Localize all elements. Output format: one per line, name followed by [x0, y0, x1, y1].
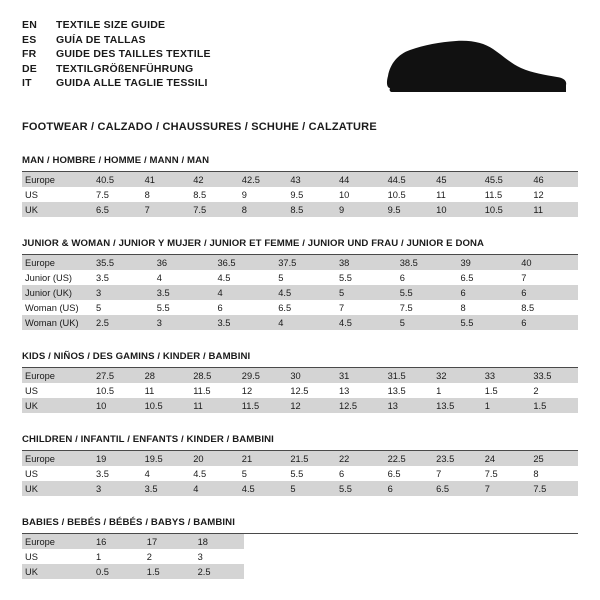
cell: 3	[92, 285, 153, 300]
cell: 5.5	[335, 481, 384, 496]
cell: 7	[517, 270, 578, 285]
cell: 4	[274, 315, 335, 330]
cell: 7.5	[481, 466, 530, 481]
cell: 8.5	[189, 187, 238, 202]
cell: 8.5	[286, 202, 335, 217]
cell: 8	[238, 202, 287, 217]
cell: 38	[335, 255, 396, 270]
table-row	[22, 383, 578, 398]
row-label: Europe	[22, 368, 92, 383]
cell: 37.5	[274, 255, 335, 270]
cell: 12	[238, 383, 287, 398]
cell: 13.5	[384, 383, 433, 398]
cell: 46	[529, 172, 578, 187]
cell: 9	[238, 187, 287, 202]
cell: 33.5	[529, 368, 578, 383]
cell: 6.5	[384, 466, 433, 481]
cell: 10.5	[92, 383, 141, 398]
cell: 6	[517, 315, 578, 330]
cell: 16	[92, 534, 143, 549]
cell: 5	[286, 481, 335, 496]
cell: 10.5	[141, 398, 190, 413]
row-label: UK	[22, 481, 92, 496]
table-row	[22, 564, 244, 579]
cell: 6	[457, 285, 518, 300]
cell: 36	[153, 255, 214, 270]
cell: 6.5	[432, 481, 481, 496]
cell: 5.5	[286, 466, 335, 481]
cell: 5	[396, 315, 457, 330]
cell: 5	[238, 466, 287, 481]
cell: 5.5	[153, 300, 214, 315]
cell: 1.5	[143, 564, 194, 579]
cell: 4	[189, 481, 238, 496]
cell: 11	[141, 383, 190, 398]
language-code: EN	[22, 19, 37, 31]
cell: 5	[335, 285, 396, 300]
cell: 43	[286, 172, 335, 187]
cell: 12	[286, 398, 335, 413]
size-table-kids	[22, 368, 578, 413]
row-label: UK	[22, 202, 92, 217]
table-row	[22, 202, 578, 217]
cell: 4.5	[274, 285, 335, 300]
size-table-junior-woman	[22, 255, 578, 330]
group-heading: BABIES / BEBÉS / BÉBÉS / BABYS / BAMBINI	[22, 517, 235, 528]
language-title: GUÍA DE TALLAS	[56, 33, 146, 46]
dress-shoe-icon	[380, 30, 570, 100]
cell: 4.5	[214, 270, 275, 285]
cell: 3	[194, 549, 245, 564]
cell: 28	[141, 368, 190, 383]
cell: 9	[335, 202, 384, 217]
language-code: DE	[22, 62, 37, 75]
table-row	[22, 398, 578, 413]
table-row	[22, 315, 578, 330]
cell: 13	[335, 383, 384, 398]
cell: 35.5	[92, 255, 153, 270]
cell: 11	[432, 187, 481, 202]
cell: 39	[457, 255, 518, 270]
cell: 42.5	[238, 172, 287, 187]
cell: 6	[396, 270, 457, 285]
size-group-children	[22, 434, 578, 496]
cell: 9.5	[384, 202, 433, 217]
cell: 8	[457, 300, 518, 315]
cell: 4	[141, 466, 190, 481]
cell: 2.5	[194, 564, 245, 579]
table-row	[22, 285, 578, 300]
cell: 1	[92, 549, 143, 564]
cell: 9.5	[286, 187, 335, 202]
language-row	[22, 62, 211, 77]
row-label: UK	[22, 398, 92, 413]
cell: 5.5	[396, 285, 457, 300]
cell: 20	[189, 451, 238, 466]
cell: 5.5	[457, 315, 518, 330]
row-label: Europe	[22, 255, 92, 270]
cell: 2	[529, 383, 578, 398]
cell: 11	[529, 202, 578, 217]
cell: 44	[335, 172, 384, 187]
cell: 40	[517, 255, 578, 270]
table-row	[22, 187, 578, 202]
cell: 11.5	[189, 383, 238, 398]
size-table-children	[22, 451, 578, 496]
cell: 10	[92, 398, 141, 413]
cell: 1.5	[529, 398, 578, 413]
row-label: Woman (US)	[22, 300, 92, 315]
group-heading: KIDS / NIÑOS / DES GAMINS / KINDER / BAMBINI	[22, 351, 251, 362]
cell: 12.5	[335, 398, 384, 413]
cell: 3.5	[92, 270, 153, 285]
row-label: Junior (US)	[22, 270, 92, 285]
language-row	[22, 76, 211, 91]
size-table-babies	[22, 534, 244, 579]
cell: 1.5	[481, 383, 530, 398]
cell: 6	[384, 481, 433, 496]
row-label: Europe	[22, 451, 92, 466]
cell: 10.5	[384, 187, 433, 202]
group-heading: JUNIOR & WOMAN / JUNIOR Y MUJER / JUNIOR ET FEMME / JUNIOR UND FRAU / JUNIOR E DONA	[22, 238, 485, 249]
cell: 6.5	[92, 202, 141, 217]
language-title: GUIDA ALLE TAGLIE TESSILI	[56, 77, 208, 89]
language-title-body	[22, 18, 211, 91]
cell: 3	[92, 481, 141, 496]
cell: 25	[529, 451, 578, 466]
cell: 27.5	[92, 368, 141, 383]
cell: 7	[481, 481, 530, 496]
document-header	[22, 18, 578, 104]
cell: 7.5	[92, 187, 141, 202]
language-row	[22, 47, 211, 62]
cell: 3.5	[214, 315, 275, 330]
cell: 4.5	[335, 315, 396, 330]
table-row	[22, 255, 578, 270]
cell: 11.5	[481, 187, 530, 202]
language-title-list	[22, 18, 211, 91]
cell: 42	[189, 172, 238, 187]
cell: 41	[141, 172, 190, 187]
cell: 5.5	[335, 270, 396, 285]
row-label: Europe	[22, 534, 92, 549]
table-row	[22, 300, 578, 315]
cell: 13	[384, 398, 433, 413]
cell: 1	[481, 398, 530, 413]
cell: 7	[141, 202, 190, 217]
cell: 8	[141, 187, 190, 202]
group-heading: CHILDREN / INFANTIL / ENFANTS / KINDER / BAMBINI	[22, 434, 274, 445]
cell: 21.5	[286, 451, 335, 466]
cell: 12	[529, 187, 578, 202]
language-row	[22, 18, 211, 33]
cell: 19.5	[141, 451, 190, 466]
cell: 7.5	[189, 202, 238, 217]
cell: 28.5	[189, 368, 238, 383]
cell: 31.5	[384, 368, 433, 383]
cell: 3	[153, 315, 214, 330]
cell: 32	[432, 368, 481, 383]
table-row	[22, 534, 244, 549]
cell: 11.5	[238, 398, 287, 413]
size-group-kids	[22, 351, 578, 413]
language-code: ES	[22, 33, 37, 46]
table-row	[22, 549, 244, 564]
language-row	[22, 33, 211, 48]
cell: 36.5	[214, 255, 275, 270]
row-label: US	[22, 383, 92, 398]
cell: 18	[194, 534, 245, 549]
table-row	[22, 172, 578, 187]
cell: 3.5	[153, 285, 214, 300]
size-group-man	[22, 155, 578, 217]
cell: 24	[481, 451, 530, 466]
row-label: Europe	[22, 172, 92, 187]
cell: 8.5	[517, 300, 578, 315]
table-row	[22, 270, 578, 285]
cell: 4.5	[238, 481, 287, 496]
row-label: Junior (UK)	[22, 285, 92, 300]
cell: 3.5	[141, 481, 190, 496]
table-row	[22, 451, 578, 466]
cell: 3.5	[92, 466, 141, 481]
cell: 10	[335, 187, 384, 202]
cell: 22.5	[384, 451, 433, 466]
cell: 19	[92, 451, 141, 466]
cell: 17	[143, 534, 194, 549]
cell: 6	[335, 466, 384, 481]
cell: 2	[143, 549, 194, 564]
cell: 22	[335, 451, 384, 466]
cell: 10	[432, 202, 481, 217]
cell: 44.5	[384, 172, 433, 187]
cell: 12.5	[286, 383, 335, 398]
group-heading: MAN / HOMBRE / HOMME / MANN / MAN	[22, 155, 210, 166]
language-title: TEXTILE SIZE GUIDE	[56, 19, 166, 31]
cell: 13.5	[432, 398, 481, 413]
cell: 33	[481, 368, 530, 383]
cell: 31	[335, 368, 384, 383]
cell: 1	[432, 383, 481, 398]
cell: 7.5	[529, 481, 578, 496]
table-row	[22, 481, 578, 496]
cell: 10.5	[481, 202, 530, 217]
cell: 5	[92, 300, 153, 315]
cell: 0.5	[92, 564, 143, 579]
cell: 8	[529, 466, 578, 481]
cell: 21	[238, 451, 287, 466]
row-label: US	[22, 549, 92, 564]
cell: 4	[214, 285, 275, 300]
cell: 7	[432, 466, 481, 481]
table-row	[22, 466, 578, 481]
row-label: US	[22, 466, 92, 481]
language-code: FR	[22, 48, 37, 60]
cell: 40.5	[92, 172, 141, 187]
cell: 6	[517, 285, 578, 300]
cell: 4.5	[189, 466, 238, 481]
language-title: GUIDE DES TAILLES TEXTILE	[56, 48, 211, 60]
cell: 6	[214, 300, 275, 315]
cell: 6.5	[457, 270, 518, 285]
language-title: TEXTILGRÖßENFÜHRUNG	[56, 62, 194, 75]
language-code: IT	[22, 77, 32, 89]
cell: 30	[286, 368, 335, 383]
cell: 45	[432, 172, 481, 187]
cell: 4	[153, 270, 214, 285]
cell: 23.5	[432, 451, 481, 466]
cell: 38.5	[396, 255, 457, 270]
cell: 7.5	[396, 300, 457, 315]
category-title: FOOTWEAR / CALZADO / CHAUSSURES / SCHUHE / CALZATURE	[22, 121, 377, 133]
size-group-babies	[22, 517, 578, 579]
row-label: UK	[22, 564, 92, 579]
cell: 2.5	[92, 315, 153, 330]
table-row	[22, 368, 578, 383]
cell: 29.5	[238, 368, 287, 383]
row-label: Woman (UK)	[22, 315, 92, 330]
size-group-junior-woman	[22, 238, 578, 330]
cell: 5	[274, 270, 335, 285]
size-table-man	[22, 172, 578, 217]
row-label: US	[22, 187, 92, 202]
cell: 45.5	[481, 172, 530, 187]
cell: 11	[189, 398, 238, 413]
cell: 7	[335, 300, 396, 315]
cell: 6.5	[274, 300, 335, 315]
